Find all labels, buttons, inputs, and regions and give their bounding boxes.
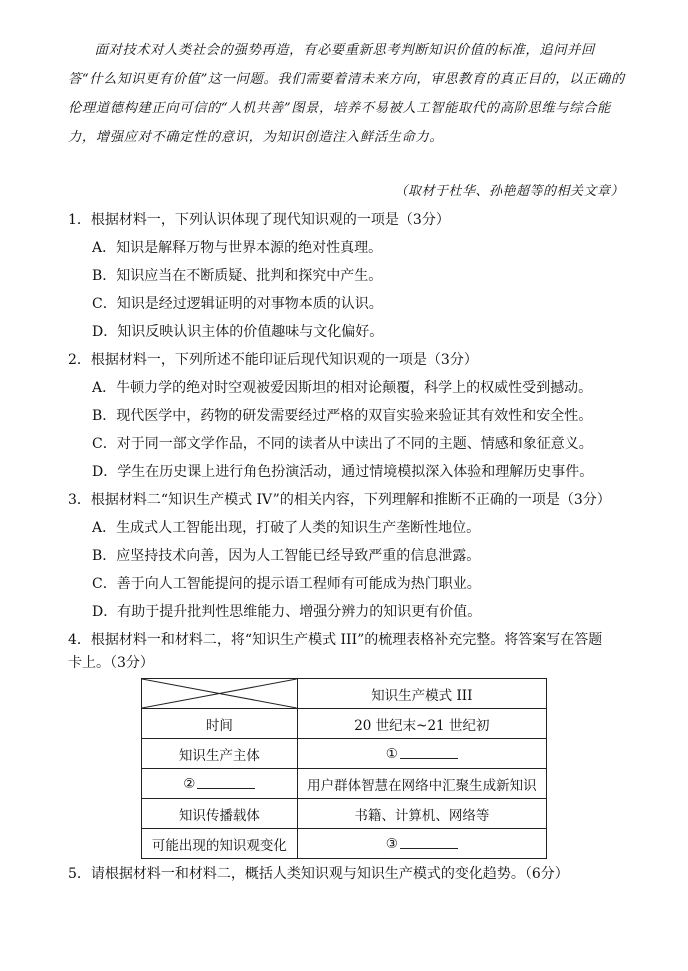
table-row [142, 799, 547, 829]
blank-marker: ② [183, 775, 196, 792]
question-4-stem-line2: 卡上。（3分） [68, 655, 154, 671]
question-3-stem: 3．根据材料二“知识生产模式 IV”的相关内容，下列理解和推断不正确的一项是（3分） [68, 492, 611, 508]
question-2-option-d: D．学生在历史课上进行角色扮演活动，通过情境模拟深入体验和理解历史事件。 [92, 464, 594, 480]
table-cell-value: 用户群体智慧在网络中汇聚生成新知识 [297, 769, 546, 799]
question-4-stem-line1: 4．根据材料一和材料二，将“知识生产模式 III”的梳理表格补充完整。将答案写在答题 [68, 632, 603, 648]
question-1-option-b: B．知识应当在不断质疑、批判和探究中产生。 [92, 268, 383, 284]
table-cell-label: 可能出现的知识观变化 [142, 829, 298, 859]
question-2-option-b: B．现代医学中，药物的研发需要经过严格的双盲实验来验证其有效性和安全性。 [92, 408, 593, 424]
table-corner-diagonal-cell [142, 679, 298, 709]
question-3-option-c: C．善于向人工智能提问的提示语工程师有可能成为热门职业。 [92, 576, 481, 592]
question-1-stem: 1．根据材料一，下列认识体现了现代知识观的一项是（3分） [68, 212, 450, 228]
table-cell-label: 知识传播载体 [142, 799, 298, 829]
answer-blank-line [400, 836, 458, 849]
table-row [142, 829, 547, 859]
diagonal-cross-lines [142, 679, 297, 708]
table-cell-label: 时间 [142, 709, 298, 739]
table-cell-blank-3 [297, 829, 546, 859]
question-2-option-a: A．牛顿力学的绝对时空观被爱因斯坦的相对论颠覆，科学上的权威性受到撼动。 [92, 380, 593, 396]
table-cell-value: 书籍、计算机、网络等 [297, 799, 546, 829]
answer-blank-line [400, 746, 458, 759]
table-header-mode-3: 知识生产模式 III [297, 679, 546, 709]
question-1-option-d: D．知识反映认识主体的价值趣味与文化偏好。 [92, 324, 384, 340]
question-5-stem: 5．请根据材料一和材料二，概括人类知识观与知识生产模式的变化趋势。（6分） [68, 866, 569, 882]
table-cell-blank-1 [297, 739, 546, 769]
blank-marker: ① [385, 745, 398, 762]
question-2-option-c: C．对于同一部文学作品，不同的读者从中读出了不同的主题、情感和象征意义。 [92, 436, 593, 452]
blank-marker: ③ [385, 835, 398, 852]
table-cell-value: 20 世纪末~21 世纪初 [297, 709, 546, 739]
table-row [142, 679, 547, 709]
passage-paragraph: 面对技术对人类社会的强势再造，有必要重新思考判断知识价值的标准，追问并回答“什么知识更有价值”这一问题。我们需要着清未来方向，审思教育的真正目的，以正确的伦理道德构建正向可信的“人机共善”图景，培养不易被人工智能取代的高阶思维与综合能力，增强应对不确定性的意识，为知识创造注入鲜活生命力。 [68, 43, 625, 145]
knowledge-mode-table [141, 678, 547, 859]
table-cell-blank-2 [142, 769, 298, 799]
question-3-option-a: A．生成式人工智能出现，打破了人类的知识生产垄断性地位。 [92, 520, 481, 536]
table-cell-label: 知识生产主体 [142, 739, 298, 769]
answer-blank-line [197, 776, 255, 789]
table-row [142, 709, 547, 739]
question-1-option-a: A．知识是解释万物与世界本源的绝对性真理。 [92, 240, 383, 256]
table-row [142, 769, 547, 799]
question-3-option-b: B．应坚持技术向善，因为人工智能已经导致严重的信息泄露。 [92, 548, 481, 564]
question-1-option-c: C．知识是经过逻辑证明的对事物本质的认识。 [92, 296, 383, 312]
question-2-stem: 2．根据材料一，下列所述不能印证后现代知识观的一项是（3分） [68, 352, 478, 368]
passage-source: （取材于杜华、孙艳超等的相关文章） [394, 184, 624, 199]
question-3-option-d: D．有助于提升批判性思维能力、增强分辨力的知识更有价值。 [92, 604, 482, 620]
table-row [142, 739, 547, 769]
